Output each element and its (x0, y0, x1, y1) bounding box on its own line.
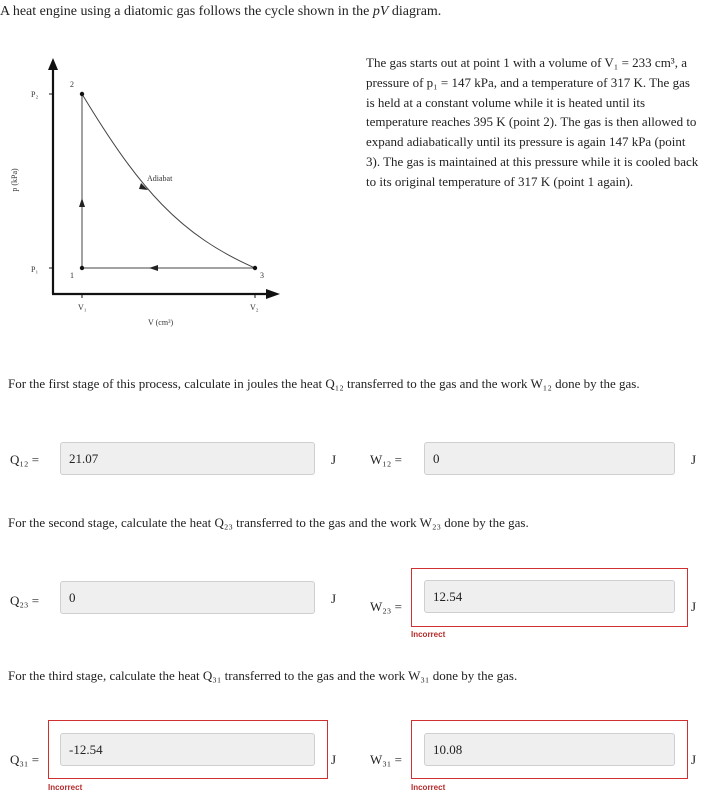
point-2-label: 2 (70, 80, 74, 89)
point-3-label: 3 (260, 271, 264, 280)
w31-status: Incorrect (411, 783, 446, 792)
w12-label: W₁₂ = (370, 452, 402, 467)
q31-status: Incorrect (48, 783, 83, 792)
question-1: For the first stage of this process, calculate in joules the heat Q₁₂ transferred to the gas and the work W₁₂ done by the gas. (8, 376, 640, 391)
p1-label: P₁ (31, 265, 39, 274)
pv-diagram (0, 40, 300, 340)
point-2-dot (80, 92, 84, 96)
intro-prefix: A heat engine using a diatomic gas follows the cycle shown in the (0, 4, 373, 19)
q31-label: Q₃₁ = (10, 752, 40, 767)
w31-label: W₃₁ = (370, 752, 402, 767)
w31-input[interactable]: 10.08 (424, 733, 675, 766)
adiabat-label: Adiabat (147, 174, 173, 183)
up-arrow-icon (79, 198, 85, 207)
w23-label: W₂₃ = (370, 599, 402, 614)
w23-status: Incorrect (411, 630, 446, 639)
w12-unit: J (691, 452, 697, 467)
q12-input[interactable]: 21.07 (60, 442, 315, 475)
q12-unit: J (331, 452, 337, 467)
v1-label: V₁ (78, 303, 87, 312)
y-axis-arrow-icon (48, 58, 58, 70)
y-axis-label: p (kPa) (10, 168, 19, 192)
intro-suffix: diagram. (388, 4, 442, 19)
point-3-dot (253, 266, 257, 270)
x-axis-arrow-icon (266, 289, 280, 299)
w23-input[interactable]: 12.54 (424, 580, 675, 613)
w23-unit: J (691, 599, 697, 614)
x-axis-label: V (cm³) (148, 318, 174, 327)
q23-input[interactable]: 0 (60, 581, 315, 614)
q23-unit: J (331, 591, 337, 606)
w31-unit: J (691, 752, 697, 767)
point-1-label: 1 (70, 271, 74, 280)
v2-label: V₂ (250, 303, 259, 312)
q23-label: Q₂₃ = (10, 593, 40, 608)
question-3: For the third stage, calculate the heat Q₃₁ transferred to the gas and the work W₃₁ done by the gas. (8, 668, 518, 683)
intro-text (0, 4, 441, 20)
q31-input[interactable]: -12.54 (60, 733, 315, 766)
point-1-dot (80, 266, 84, 270)
intro-var: pV (372, 4, 389, 19)
left-arrow-icon (149, 265, 158, 271)
problem-description: The gas starts out at point 1 with a volume of V₁ = 233 cm³, a pressure of p₁ = 147 kPa, and a temperature of 317 K. The gas is held at a constant volume while it is heated until its temperature reaches 395 K (point 2). The gas is then allowed to expand adiabatically until its pressure is again 147 kPa (point 3). The gas is maintained at this pressure while it is cooled back to its original temperature of 317 K (point 1 again). (366, 55, 699, 189)
question-2: For the second stage, calculate the heat Q₂₃ transferred to the gas and the work W₂₃ done by the gas. (8, 515, 529, 530)
w12-input[interactable]: 0 (424, 442, 675, 475)
p2-label: P₂ (31, 90, 39, 99)
q12-label: Q₁₂ = (10, 452, 40, 467)
q31-unit: J (331, 752, 337, 767)
